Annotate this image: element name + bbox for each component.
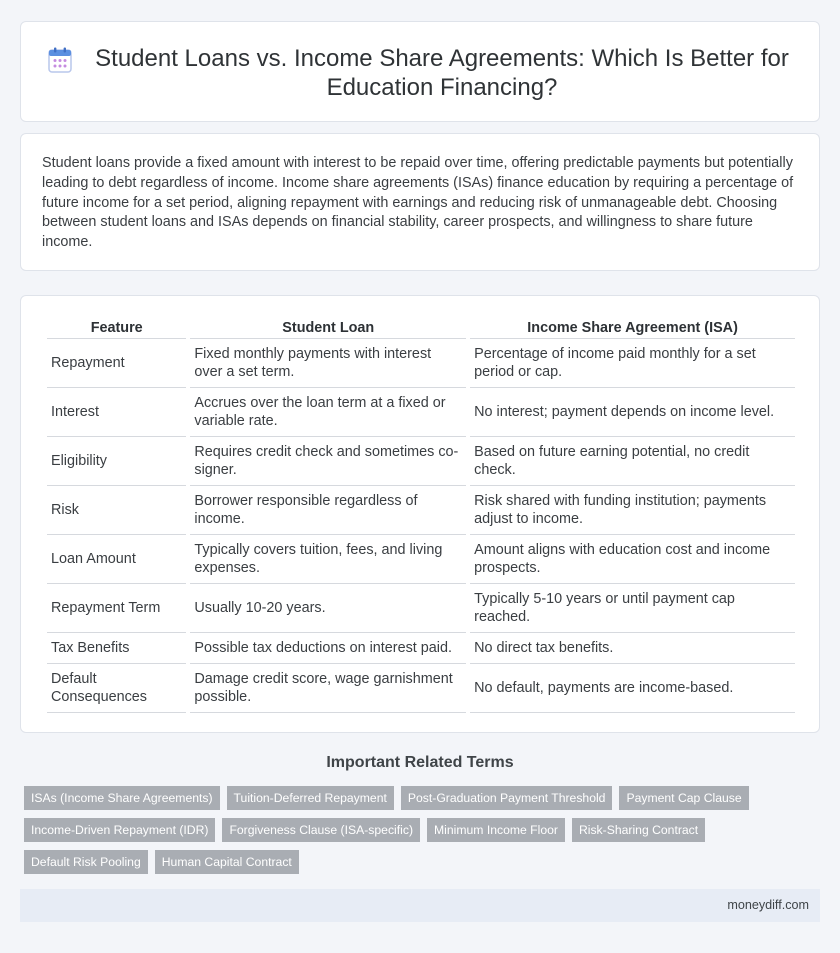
isa-cell: Based on future earning potential, no credit check.: [470, 437, 795, 486]
related-term-tag[interactable]: Default Risk Pooling: [24, 850, 148, 874]
comparison-card: [20, 295, 820, 733]
table-header-row: [47, 312, 795, 339]
student-loan-cell: Usually 10-20 years.: [190, 584, 466, 633]
feature-cell: Eligibility: [47, 437, 186, 486]
header-feature: Feature: [47, 312, 186, 339]
related-terms-title: Important Related Terms: [326, 754, 514, 771]
feature-cell: Default Consequences: [47, 664, 186, 713]
footer-domain-link[interactable]: moneydiff.com: [727, 898, 809, 912]
table-row: [47, 486, 795, 535]
isa-cell: No default, payments are income-based.: [470, 664, 795, 713]
related-term-tag[interactable]: Human Capital Contract: [155, 850, 299, 874]
table-row: [47, 633, 795, 664]
related-term-tag[interactable]: Income-Driven Repayment (IDR): [24, 818, 215, 842]
feature-cell: Risk: [47, 486, 186, 535]
isa-cell: No direct tax benefits.: [470, 633, 795, 664]
student-loan-cell: Accrues over the loan term at a fixed or variable rate.: [190, 388, 466, 437]
feature-cell: Repayment Term: [47, 584, 186, 633]
comparison-table: [43, 312, 799, 713]
isa-cell: Risk shared with funding institution; payments adjust to income.: [470, 486, 795, 535]
feature-cell: Repayment: [47, 339, 186, 388]
related-term-tag[interactable]: Tuition-Deferred Repayment: [227, 786, 394, 810]
header-isa: Income Share Agreement (ISA): [470, 312, 795, 339]
page-title: Student Loans vs. Income Share Agreements: Which Is Better for Education Financing?: [95, 45, 789, 101]
feature-cell: Tax Benefits: [47, 633, 186, 664]
isa-cell: No interest; payment depends on income level.: [470, 388, 795, 437]
isa-cell: Amount aligns with education cost and income prospects.: [470, 535, 795, 584]
related-terms-list: [24, 786, 804, 882]
related-term-tag[interactable]: Minimum Income Floor: [427, 818, 565, 842]
table-row: [47, 339, 795, 388]
feature-cell: Loan Amount: [47, 535, 186, 584]
table-row: [47, 388, 795, 437]
footer: [20, 889, 820, 922]
student-loan-cell: Damage credit score, wage garnishment possible.: [190, 664, 466, 713]
student-loan-cell: Borrower responsible regardless of income.: [190, 486, 466, 535]
header-student-loan: Student Loan: [190, 312, 466, 339]
isa-cell: Percentage of income paid monthly for a set period or cap.: [470, 339, 795, 388]
table-row: [47, 535, 795, 584]
title-card: [20, 21, 820, 122]
feature-cell: Interest: [47, 388, 186, 437]
related-term-tag[interactable]: ISAs (Income Share Agreements): [24, 786, 220, 810]
isa-cell: Typically 5-10 years or until payment cap reached.: [470, 584, 795, 633]
table-row: [47, 584, 795, 633]
related-term-tag[interactable]: Payment Cap Clause: [619, 786, 748, 810]
calendar-icon: [48, 47, 72, 73]
student-loan-cell: Requires credit check and sometimes co-signer.: [190, 437, 466, 486]
student-loan-cell: Fixed monthly payments with interest over a set term.: [190, 339, 466, 388]
related-term-tag[interactable]: Forgiveness Clause (ISA-specific): [222, 818, 420, 842]
table-row: [47, 664, 795, 713]
table-row: [47, 437, 795, 486]
summary-card: [20, 133, 820, 271]
related-term-tag[interactable]: Post-Graduation Payment Threshold: [401, 786, 613, 810]
student-loan-cell: Possible tax deductions on interest paid.: [190, 633, 466, 664]
summary-paragraph: Student loans provide a fixed amount with interest to be repaid over time, offering predictable payments but potentially leading to debt regardless of income. Income share agreements (ISAs) finance education by requiring a percentage of future income for a set period, aligning repayment with earnings and reducing risk of unmanageable debt. Choosing between student loans and ISAs depends on financial stability, career prospects, and willingness to share future income.: [42, 155, 794, 251]
student-loan-cell: Typically covers tuition, fees, and living expenses.: [190, 535, 466, 584]
related-term-tag[interactable]: Risk-Sharing Contract: [572, 818, 705, 842]
